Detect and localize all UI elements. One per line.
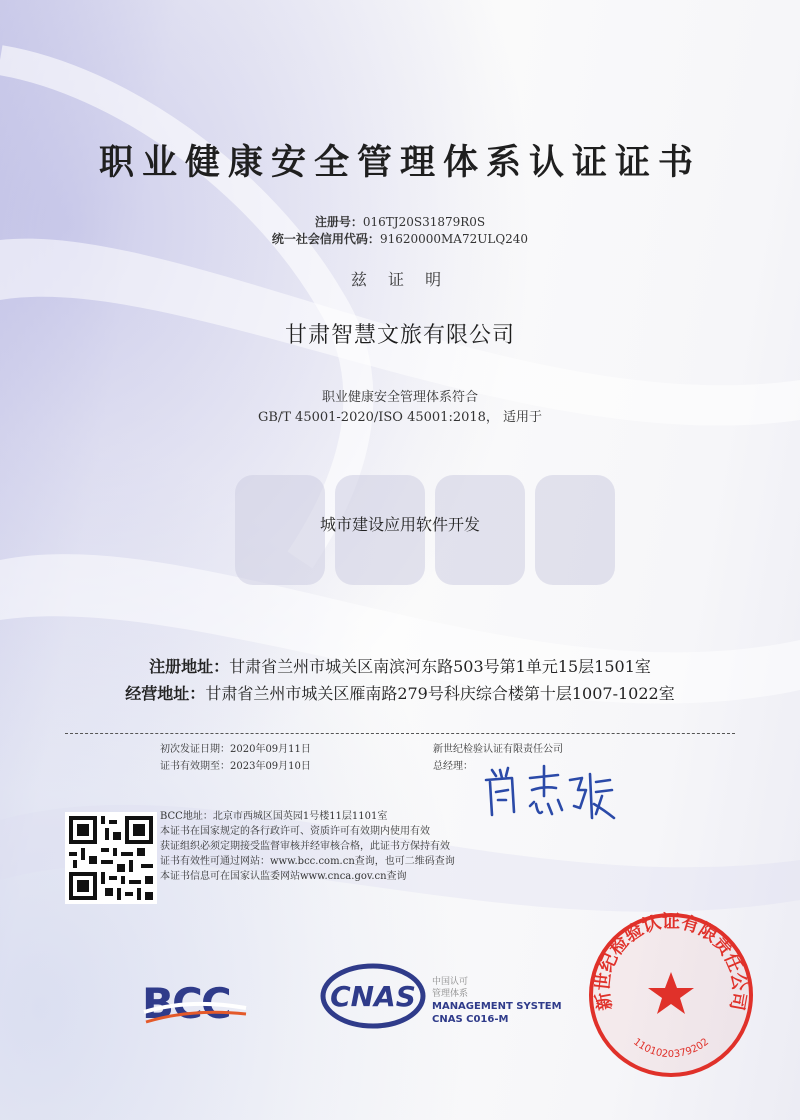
registration-value: 016TJ20S31879R0S bbox=[362, 215, 486, 229]
operating-address-value: 甘肃省兰州市城关区雁南路279号科庆综合楼第十层1007-1022室 bbox=[205, 684, 675, 703]
issuer-name: 新世纪检验认证有限责任公司 bbox=[433, 744, 563, 755]
bcc-logo bbox=[140, 978, 250, 1026]
operating-address-label: 经营地址： bbox=[125, 684, 206, 703]
issue-date-value: 2020年09月11日 bbox=[230, 744, 311, 755]
registration-number bbox=[0, 213, 800, 230]
manager-signature bbox=[478, 760, 618, 830]
note-line: 本证书在国家规定的各行政许可、资质许可有效期内使用有效 bbox=[160, 826, 430, 837]
expiry-date bbox=[160, 759, 311, 774]
standard-line-1: 职业健康安全管理体系符合 bbox=[321, 390, 478, 405]
credit-code-value: 91620000MA72ULQ240 bbox=[379, 232, 529, 246]
certificate-title: 职业健康安全管理体系认证证书 bbox=[98, 142, 701, 183]
registered-address-value: 甘肃省兰州市城关区南滨河东路503号第1单元15层1501室 bbox=[229, 657, 651, 676]
issue-date-label: 初次发证日期： bbox=[160, 744, 230, 755]
credit-code bbox=[0, 230, 800, 247]
company-seal bbox=[586, 910, 756, 1080]
certification-scope: 城市建设应用软件开发 bbox=[319, 515, 480, 534]
note-line: BCC地址：北京市西城区国英园1号楼11层1101室 bbox=[160, 811, 388, 822]
expiry-date-value: 2023年09月10日 bbox=[230, 761, 311, 772]
bcc-logo-text: BCC bbox=[142, 979, 230, 1026]
standard-line-2: GB/T 45001-2020/ISO 45001:2018， 适用于 bbox=[257, 410, 543, 425]
registered-address-label: 注册地址： bbox=[149, 657, 230, 676]
credit-code-label: 统一社会信用代码： bbox=[271, 232, 380, 246]
hereby-certify: 兹 证 明 bbox=[350, 270, 450, 289]
manager-label: 总经理： bbox=[433, 761, 473, 772]
note-line: 证书有效性可通过网站：www.bcc.com.cn查询，也可二维码查询 bbox=[160, 856, 455, 867]
qr-code[interactable] bbox=[65, 812, 157, 904]
cnas-en-line-2: CNAS C016-M bbox=[432, 1014, 509, 1025]
certificate-notes bbox=[160, 809, 455, 884]
seal-text-path: 新世纪检验认证有限责任公司 bbox=[592, 911, 750, 1012]
cnas-logo-text: CNAS bbox=[330, 980, 416, 1013]
cnas-caption bbox=[432, 976, 562, 1026]
issue-date bbox=[160, 742, 311, 757]
company-name: 甘肃智慧文旅有限公司 bbox=[284, 323, 515, 348]
note-line: 本证书信息可在国家认监委网站www.cnca.gov.cn查询 bbox=[160, 871, 407, 882]
note-line: 获证组织必须定期接受监督审核并经审核合格，此证书方保持有效 bbox=[160, 841, 450, 852]
cnas-cn-line-2: 管理体系 bbox=[432, 989, 469, 999]
dashed-divider bbox=[65, 733, 735, 734]
registered-address bbox=[0, 654, 800, 677]
seal-code: 1101020379202 bbox=[631, 1036, 711, 1061]
cnas-logo bbox=[318, 962, 428, 1030]
cnas-en-line-1: MANAGEMENT SYSTEM bbox=[432, 1001, 562, 1012]
registration-label: 注册号： bbox=[314, 215, 363, 229]
cnas-cn-line-1: 中国认可 bbox=[432, 977, 469, 987]
operating-address bbox=[0, 681, 800, 704]
expiry-date-label: 证书有效期至： bbox=[160, 761, 230, 772]
